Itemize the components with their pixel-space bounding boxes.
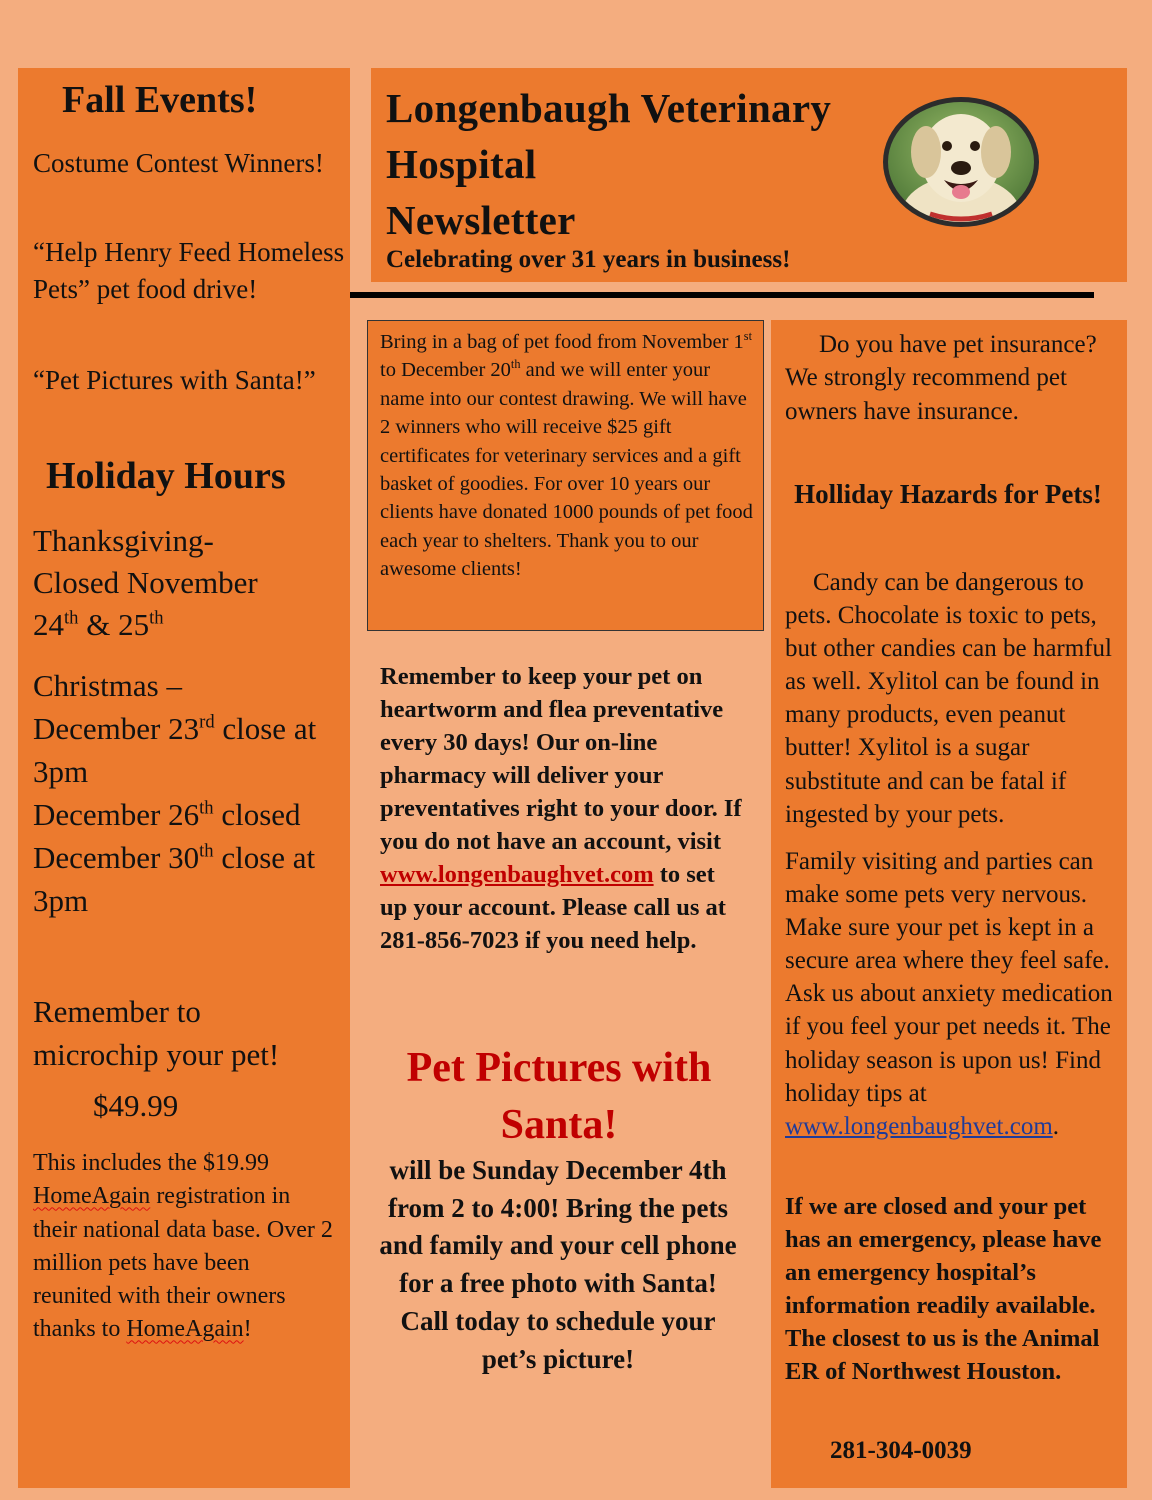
christmas-dec23: [33, 707, 348, 793]
holiday-tips-link[interactable]: www.longenbaughvet.com: [785, 1112, 1053, 1140]
dec30-label: December 30: [33, 840, 200, 875]
christmas-dec30: [33, 836, 348, 922]
holiday-hours-heading: Holiday Hours: [46, 455, 286, 497]
thanksgiving-sup2: th: [149, 607, 164, 629]
food-sup2: th: [510, 357, 521, 372]
hazards-heading: Holliday Hazards for Pets!: [794, 479, 1102, 509]
food-text-a: Bring in a bag of pet food from November 1: [380, 331, 744, 353]
santa-event-info: will be Sunday December 4th from 2 to 4:00! Bring the pets and family and your cell phone for a free photo with Santa!: [379, 1155, 737, 1299]
newsletter-title: [386, 80, 886, 248]
includes-text-c: !: [243, 1316, 252, 1343]
includes-text-a: This includes the $19.99: [33, 1150, 269, 1176]
insurance-text: [785, 328, 1115, 428]
dec26-rest: closed: [213, 797, 301, 832]
title-line2: Hospital: [386, 141, 537, 187]
food-drive-details: [380, 328, 755, 584]
homeagain-brand: HomeAgain: [33, 1183, 151, 1210]
pet-pictures-text: “Pet Pictures with Santa!”: [33, 365, 316, 395]
microchip-price: $49.99: [93, 1088, 179, 1123]
insurance-body: Do you have pet insurance? We strongly recommend pet owners have insurance.: [785, 331, 1097, 425]
heartworm-reminder: [380, 660, 745, 957]
food-text-c: and we will enter your name into our contest drawing. We will have 2 winners who will receive $25 gift certificates for veterinary services and a gift basket of goodies. For over 10 years our clients have donated 1000 pounds of pet food each year to shelters. Thank you to our awesome clients!: [380, 359, 753, 581]
dec26-label: December 26: [33, 797, 200, 832]
food-sup1: st: [743, 329, 752, 344]
emergency-phone: 281-304-0039: [830, 1437, 972, 1464]
food-drive-text: “Help Henry Feed Homeless Pets” pet food drive!: [33, 237, 345, 304]
family-body: Family visiting and parties can make some pets very nervous. Make sure your pet is kept in a secure area where they feel safe. Ask us about anxiety medication if you feel your pet needs it. The holiday season is upon us! Find holiday tips at: [785, 848, 1113, 1107]
food-text-b: to December 20: [380, 359, 511, 382]
includes-text-b: registration in their national data base. Over 2 million pets have been reunited with their owners thanks to: [33, 1183, 333, 1343]
christmas-hours: [33, 664, 348, 922]
costume-contest-text: Costume Contest Winners!: [33, 148, 324, 178]
thanksgiving-line1: Thanksgiving-: [33, 523, 214, 558]
thanksgiving-sup1: th: [64, 607, 79, 629]
thanksgiving-line2: Closed November: [33, 565, 258, 600]
thanksgiving-date-25: & 25: [78, 607, 150, 642]
santa-call-to-action: Call today to schedule your pet’s picture!: [400, 1305, 716, 1374]
candy-warning: [785, 566, 1117, 831]
christmas-line1: Christmas –: [33, 668, 182, 703]
header-divider: [350, 292, 1094, 298]
thanksgiving-date-24: 24: [33, 607, 64, 642]
emergency-text: If we are closed and your pet has an emergency, please have an emergency hospital’s information readily available. The closest to us is the Animal ER of Northwest Houston.: [785, 1193, 1102, 1386]
dec23-rest: close at 3pm: [33, 711, 317, 789]
heartworm-text-b: to set up your account. Please call us at 281-856-7023 if you need help.: [380, 861, 726, 954]
family-end: .: [1052, 1112, 1060, 1140]
christmas-dec26: [33, 793, 348, 836]
dec30-sup: th: [199, 840, 214, 862]
thanksgiving-hours: [33, 520, 345, 646]
dec26-sup: th: [199, 797, 214, 819]
dec23-sup: rd: [199, 711, 215, 733]
title-line3: Newsletter: [386, 197, 576, 243]
santa-pictures-details: [372, 1152, 744, 1378]
dec23-label: December 23: [33, 711, 200, 746]
pharmacy-link[interactable]: www.longenbaughvet.com: [380, 861, 654, 888]
heartworm-text-a: Remember to keep your pet on heartworm and flea preventative every 30 days! Our on-line pharmacy will deliver your preventatives right to your door. If you do not have an account, visit: [380, 663, 742, 855]
newsletter-subtitle: Celebrating over 31 years in business!: [386, 246, 791, 273]
thanksgiving-line3: [33, 604, 345, 646]
dog-photo-icon: [882, 96, 1040, 228]
santa-pictures-heading: Pet Pictures with Santa!: [406, 1045, 712, 1148]
family-visiting-text: [785, 845, 1120, 1143]
fall-events-heading: Fall Events!: [62, 79, 258, 121]
microchip-reminder: Remember to microchip your pet!: [33, 994, 280, 1072]
title-line1: Longenbaugh Veterinary: [386, 85, 832, 131]
microchip-details: [33, 1147, 333, 1347]
candy-body: Candy can be dangerous to pets. Chocolate is toxic to pets, but other candies can be harmful as well. Xylitol can be found in many products, even peanut butter! Xylitol is a sugar substitute and can be fatal if ingested by your pets.: [785, 569, 1112, 828]
dec30-rest: close at 3pm: [33, 840, 316, 918]
homeagain-brand-2: HomeAgain: [126, 1316, 244, 1343]
